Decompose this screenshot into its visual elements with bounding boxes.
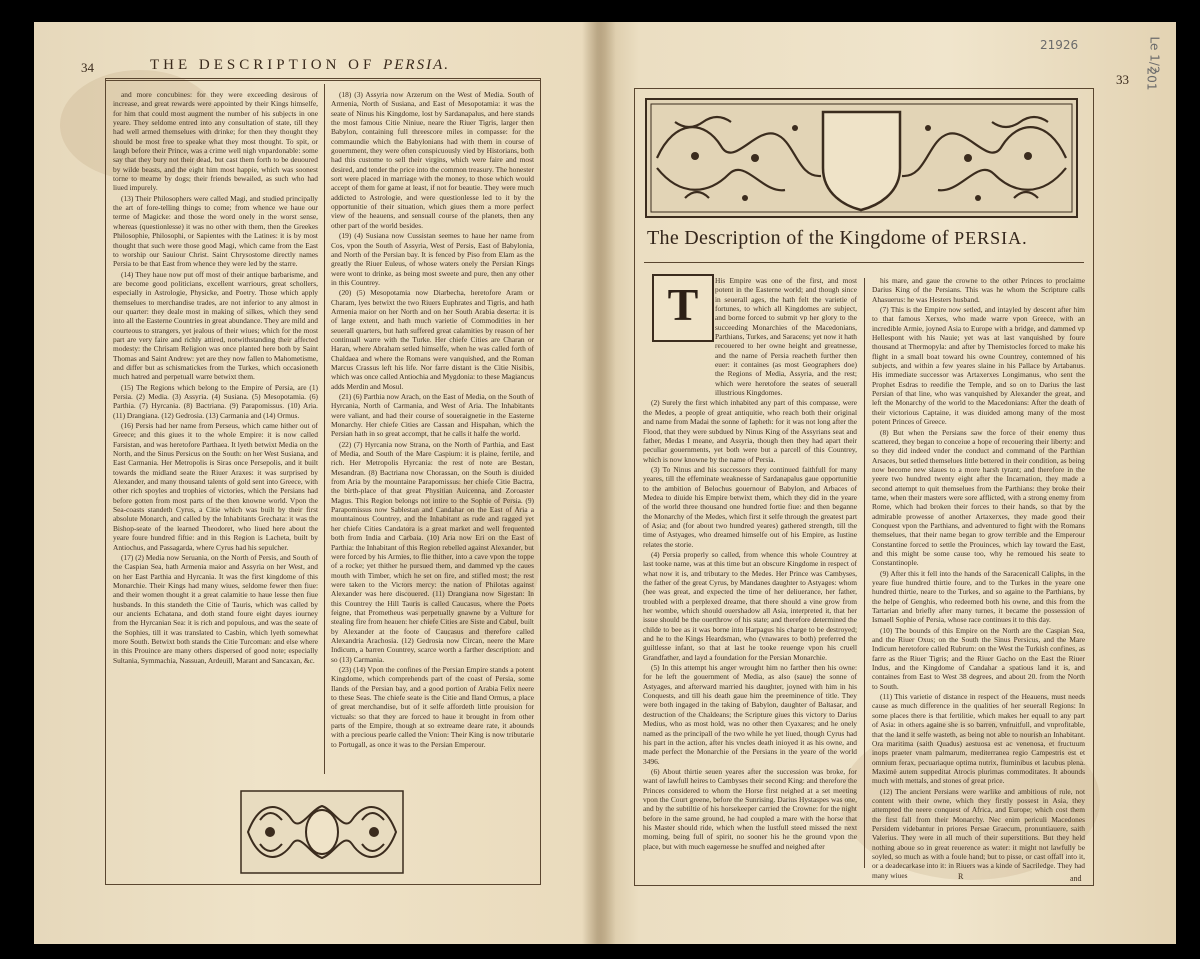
signature-mark: R	[958, 872, 964, 881]
right-border-rule	[540, 78, 541, 884]
paragraph: (22) (7) Hyrcania now Strana, on the North of Parthia, and East of Media, and South of the Mare Caspium: it is plaine, fertile, and rich. Her Metropolis Hyrcania: the rest of note are Bestan, Mesandran. (8) Bactriana now Chorassan, on the South is diuided from Aria by the mountaine Parapomissus: her chiefe Citie Bactra, the birth-place of that great Physitian Auicenna, and Zoroaster Magus. This Region belongs not intire to the Sophie of Persia. (9) Parapomissus now Sablestan and Candahar on the East of Aria a mountainous Countrey, and the Inhabitant as rude and ragged yet her chiefe Cities Candatora is a great market and well frequented both from India and Carbaia. (10) Aria now Eri on the East of Parthia: the Inhabitant of this Region rebelled against Alexander, but were forced by his Armies, to flie thither, into a cave vpon the toppe of a rocke; yet thither he pursued them, and dammed vp the caues mouth with Timber, which he set on fire, and stifled most; the rest were taken to the Victors mercy: the nation of Philotas against Alexander was here discouered. (11) Drangiana now Sigestan: In this Countrey the Hill Tauris is called Caucasus, where the Poets feigne, that Prometheus was perpetually gnawne by a Vulture for stealing fire from heauen: her chiefe Cities are Siste and Cabul, built by Alexander at the foote of Caucasus and therefore called Alexandria Arachosia. (12) Gedrosia now Circan, neere the Mare Indicum, a barren Countrey, scarce worth a farther description: and so (13) Carmania.	[331, 439, 534, 664]
left-column-2	[331, 90, 534, 775]
paragraph: (23) (14) Vpon the confines of the Persian Empire stands a potent Kingdome, which comprehends part of the coast of Persia, some Ilands of the Persian bay, and a good portion of Arabia Felix neere to these Seas. The chiefe seate is the Citie and Iland Ormus, a place of great merchandise, but of it selfe affordeth little prouision for victuals: so that they are forced to haue it brought in from other parts of the Empire, though at so extreame deare rate, it abounds with a precious pearle called the Vnion: Their King is now tributarie to Portugall, as once it was to the Persian Emperour.	[331, 664, 534, 749]
footer-rule	[105, 884, 541, 885]
paragraph: (16) Persis had her name from Perseus, which came hither out of Greece; and this giues it to the whole Empire: it is now called Farsistan, and was heretofore Parthaea. It lyeth betwixt Media on the North, and the Sinus Persicus on the South: on her West Susiana, and East Carmania. Her Metropolis is Siras once Persepolis, and it built towards the midland seate the Riuer Araxes: it was surprised by Alexander, and many thousand talents of gold sent into Greece, with other rich spoyles and trophies of victories, which the Persians had before gotten from most parts of the then knowne world. Vpon the Sea-coasts standeth Cyrus, a Citie which was built by their first absolute Monarch, and called by the Inhabitants Grechata: it was the Bishop-seate of the learned Theodoret, who liued here about the yeare foure hundred fiftie: and in this Region is Lacheta, built by Antiochus, and Passagarda, where Cyrus had his sepulcher.	[113, 421, 318, 552]
paragraph: (14) They haue now put off most of their antique barbarisme, and are become good politicians, excellent warriours, great schollers, especially in Astrologie, Physicke, and Poetry. Those which apply themselues to merchandise trades, are not inferior to any almost in our quarter: they deale most in making of silkes, which they send into all the Easterne Countries in great abundance. They are mild and courteous to strangers, yet jealous of their wiues; which for the most part are very faire and richly attired, notwithstanding their affected modesty: the Chrisam Religion was once planted here both by Saint Thomas and Saint Andrew: yet are they now fallen to Mahometisme, and differ but as schismatickes from the Turkes, which occasioneth much hatred and perpetuall warre betwixt them.	[113, 269, 318, 382]
paragraph: his mare, and gaue the crowne to the other Princes to proclaime Darius King of the Persians. This was he whom the Scripture calls Ahasuerus: he was Hesters husband.	[872, 276, 1085, 304]
pencil-mark: Le 1/2	[1147, 36, 1162, 74]
paragraph: and more concubines: for they were exceeding desirous of increase, and great rewards were appointed by their Kings himselfe, for him that could most augment the number of his subjects in one yeare. They seldome entred into any consultation of state, till they had well armed themselues with drinke; for then they thought they should be most free to speake what they most thought. To spit, or laugh before their Prince, was a crime well nigh vnpardonable: some say that they bury not their dead, but cast them forth to be deuoured by wilde beasts, and the eight him most happie, which was soonest torne to meame by dogs; their friends bewailed, as such who had liued impurely.	[113, 90, 318, 193]
footer-rule	[634, 885, 1094, 886]
page-title	[647, 227, 1028, 250]
left-border-rule	[105, 78, 106, 884]
paragraph: (9) After this it fell into the hands of the Saracenicall Caliphs, in the yeare fiue hundred thirtie foure, and to the Turkes in the yeare one hundred thirtie, neare to the Turkes, and so againe to the Parthians, by the helpe of Genghis, who redeemed both his owne, and this from the Tartarian and briefly after many turnes, it became the possession of Ismaell Sophie of Persia, whose race continues it to this day.	[872, 568, 1085, 625]
title-rule	[644, 262, 1084, 263]
right-page-number: 33	[1116, 72, 1129, 87]
running-head-italic: PERSIA.	[383, 57, 450, 73]
tailpiece-ornament	[240, 790, 404, 874]
paragraph: (3) To Ninus and his successors they continued faithfull for many yeares, till the effeminate weaknesse of Sardanapalus gaue opportunitie to the ambition of Belochus gouernour of Babylon, and Arbaces of Medea to diuide his Empire betwixt them, which they did in the yeare of the world three thousand one hundred fortie fiue: and then beganne the Monarchy of the Medes, which first it selfe through the greatest part of Asia; and (for about two hundred yeares) gathered strength, till the time of Astyages, who dreamed himselfe out of his Empire, as Iustine relates the storie.	[643, 464, 857, 549]
paragraph: (19) (4) Susiana now Cussistan seemes to haue her name from Cos, vpon the South of Assyria, West of Persis, East of Babylonia, and North of the Persian bay. It is fenced by Piso from Elam as the greatly the Riuer Euleus, of whose waters onely the Persian Kings were wont to drinke, as being most sweete and pure, then any other in this Countrey.	[331, 231, 534, 287]
paragraph: (13) Their Philosophers were called Magi, and studied principally the art of fore-telling things to come; from whence we haue our terme of Magicke: and those the word onely in the worst sense, whereas (questionlesse) it was no other with them, then the Greekes Philosophie, Philosophi, or Sapientes with the Latines: it is by most thought that such were those good Magi, which came from the East to worship our Sauiour Christ. Saint Chrysostome directly names Persia to be that East from whence they were led by the starre.	[113, 193, 318, 269]
paragraph: (6) About thirtie seuen yeares after the succession was broke, for want of lawfull heires to Cambyses their second King: and therefore the Princes considered to whom the Horse first neighed at a set meeting vpon the Court greene, before the Sunrising. Darius Hystaspes was one, and by the subtiltie of his horsekeeper carried the Crowne: for the night before in the same ground, he had coupled a mare with the horse that his Master should ride, which when the lustfull steed missed the next morning, being full of spirit, no sooner his he the ground vpon the place, but with much eagernesse he snuffed and neighed after	[643, 766, 857, 851]
header-rule	[105, 78, 541, 79]
paragraph: (8) But when the Persians saw the force of their enemy thus scattered, they began to conceiue a hope of recouering their liberty: and so they did indeed vnder the conduct and command of the Parthian Arsaces, but setled themselues little bettered in their condition, as being now become new slaues to a more harsh tyrant; and therefore in the yeere two hundred twenty eight after the Incarnation, they made a second attempt to quit themselues from the Parthians: they broke their tame, when their masters were sore afflicted, with a strong enemy from Rome, which had broken their forces to their hands, so that by the admirable prowesse of another Artaxerxes, they made good their Conquest vpon the Parthians, and adventured to fight with the Romans themselues, that their name began to grow terrible and the Emperour Constantine forced to settle the Prouinces, which lay toward the East, and this might be some cause too, why he remoued his seate to Constantinople.	[872, 427, 1085, 568]
left-border-rule	[634, 88, 635, 886]
column-divider	[864, 278, 865, 868]
catchword: and	[1070, 874, 1082, 883]
headpiece-ornament	[645, 98, 1078, 218]
title-country: PERSIA.	[954, 228, 1028, 248]
center-fold	[582, 22, 616, 944]
paragraph: (12) The ancient Persians were warlike and ambitious of rule, not content with their owne, which they firstly possest in Asia, they attempted the neere conquest of Africa, and Europe; which cost them the first fall from their Monarchy. Nec enim periculi Macedones Persidem videbantur in priores Persae Graecum, pronuntiauere, saith Valerius. They were in all much of their superstitions. But they held nothing aboue so in great reuerence as water: it might not lawfully be soyled, so much as with a foule hand; but to pisse, or cast offall into it, or a deadecarkase into it: in Riuers was a kinde of Sacriledge. They had many wiues	[872, 786, 1085, 880]
right-column-1	[643, 276, 857, 871]
left-column-1	[113, 90, 318, 775]
header-rule	[105, 80, 541, 81]
paragraph: (17) (2) Media now Seruania, on the North of Persis, and South of the Caspian Sea, hath Armenia maior and Assyria on her West, and on her East Parthia and Hyrcania. It was the first kingdome of this Monarchie. Their Kings had many wiues, seldome fewer then fiue: and their women thought it a great calamitie to haue lesse then fiue husbands. In this standeth the Citie of Tauris, which was called by our ancients Echatana, and doth stand foure eight dayes iourney from the Hyrcanian Sea: it is rich and populous, and was the seate of the Sophies, till it was translated to Casbin, which lyeth somewhat more South. Betwixt both stands the Citie Turcoman: and else where in this Prouince are many others dispersed of good note; especially Sultania, Symmachia, Nassuan, Ardeuill, Marant and Sancaxan, &c.	[113, 552, 318, 665]
paragraph: (15) The Regions which belong to the Empire of Persia, are (1) Persia. (2) Media. (3) Assyria. (4) Susiana. (5) Mesopotamia. (6) Parthia. (7) Hyrcania. (8) Bactriana. (9) Parapomissus. (10) Aria. (11) Drangiana. (12) Gedrosia. (13) Carmania and (14) Ormus.	[113, 382, 318, 420]
paragraph: (18) (3) Assyria now Arzerum on the West of Media. South of Armenia, North of Susiana, and East of Mesopotamia: it was the seate of Ninus his Kingdome, lost by Sardanapalus, and here stands the most famous Citie Niniue, neare the Riuer Tigris, larger then Babylon, containing full threescore miles in compasse: for the commaundie which the Babylonians had with them in course of gouernment, they were often conspicuously vied by Historians, both had this custome to sell their virgins, which were faire and most desired, and tender the price into the common treasury. The honester sort were placed in marriage with the money, to those which would accept of them for game at least, if not for beautie. They were much addicted to Astrologie, and were questionlesse led to it by the opportunitie of their situation, which giues them a more perfect view of the heauens, and sensuall course of the planets, then any other part of the world besides.	[331, 90, 534, 230]
pencil-catalog-number: 21926	[1040, 38, 1079, 52]
paragraph: (5) In this attempt his anger wrought him no farther then his owne: for he left the gouernment of Media, as also (saue) the sonne of Astyages, and afterward married his daughter, joyned with him in his Conquests, and till his death gaue him the preeminence of title. They were both ingaged in the taking of Babylon, daughter of Baltasar, and destruction of the Chaldeans; the Scripture giues this victory to Darius Medius, who as most hold, was no other then Cyaxares; and he onely named as the principall of the two while he yet liued, though Cyrus had his part in the action, after his vncles death inioyed it as his owne, and made perfect the Monarchie of the Persians in the yeare of the world 3496.	[643, 663, 857, 766]
left-running-head	[150, 57, 450, 74]
paragraph: (20) (5) Mesopotamia now Diarbecha, heretofore Aram or Charam, lyes betwixt the two Riuers Euphrates and Tigris, and hath Armenia maior on her North and on her South Arabia deserta: it is of large extent, and hath much varietie of Commodities in her seuerall quarters, but hath suffered great calamities by reason of her continuall warre with the Turke. Her chiefe Cities are Charan or Haran, where Abraham setled himselfe, when he was called forth of Chaldaea and where the Romans were vanquished, and the Roman Marcus Crassus left his life. Nor farre distant is the Citie Nisibis, which was once called Antiochia and Mygdonia: to these Magiancus adds Merdin and Mosul.	[331, 288, 534, 391]
paragraph: (2) Surely the first which inhabited any part of this compasse, were the Medes, a people of great antiquitie, who reach both their original and name from Madai the sonne of Iapheth: for it was not long after the Flood, that they were subdued by Ninus King of the Assyrians seat and father, Medas I meane, and Assyria, though then they had apart their peculiar gouernments, yet both were but a parcell of this Countrey, which is now knowne by the name of Persia.	[643, 398, 857, 464]
paragraph: (4) Persia properly so called, from whence this whole Countrey at last tooke name, was at this time but an obscure Kingdome in respect of what now it is, and tributary to the Medes. Her Prince was Cambyses, the father of the great Cyrus, by Mandanes daughter to Astyages: whom (hee was great, and expected the time of her deliuerance, her father, troubled with a perplexed dreame, that there should a vine grow from her wombe, which should ouershadow all Asia, interpreted it, that her issue should be the ouerthrow of his state; and therefore determined the childe to bee as it was borne into Harpagus his charge to be destroyed; and he to the Kings Heardsman, who (vnawares to both) preferred the guiltlesse infant, so that at last he tooke reuenge vpon his cruell Grandfather, and layd a foundation for the Persian Monarchie.	[643, 549, 857, 662]
drop-cap-letter: T	[667, 279, 699, 330]
left-page-number: 34	[81, 60, 94, 75]
paragraph: (11) This varietie of distance in respect of the Heauens, must needs cause as much difference in the qualities of her seuerall Regions: In some places there is that fertilitie, which makes her equall to any part of Asia: in others againe she is so barren, vnfruitfull, and vnprofitable, that the land it selfe wasteth, as being not able to nourish an Inhabitant. Ora maritima (saith Quadus) aestuosa est ac venenosa, et fructuum inops praeter vnam palmarum, mediterranea regio Campestris est et omnium ferax, pecuariaque optima nutrix, fluminibus et lacubus plena. Maximè autem suppeditat Atrocis plurimas commoditates. It abounds much with mettals, and stones of great price.	[872, 692, 1085, 786]
paragraph: (7) This is the Empire now setled, and intayled by descent after him to that famous Xerxes, who made warre vpon Greece, with an incredible Armie, joyned Asia to Europe with a bridge, and dammed vp Hellespont with his Nauie; yet was at last vanquished by foure thousand at Thermopyla: and after by Themistocles forced to make his flight in a small boat toward his owne Countrey, contemned of his subjects, and within a few yeares slaine in his Pallace by Artabanus. His immediate successor was Artaxerxes Longimanus, who sent the Prophet Esdras to reedifie the Temple, and so on to Darius the last Persian of that line, who was vanquished by Alexander the great, and left the Monarchy of the world to the Macedonians: After the death of their victorious Captaine, it was diuided among many of the most potent Princes of Greece.	[872, 305, 1085, 427]
paragraph: (10) The bounds of this Empire on the North are the Caspian Sea, and the Riuer Oxus; on the South the Sinus Persicus, and the Mare Indicum heretofore called Rubrum: on the West the Turkish confines, as farre as the Riuer Tigris; and the Riuer Gacho on the East the Riuer Indus, and the Kingdome of Candahar a spatious land it is, and containes from East to West 38 degrees, and about 20. from the North to South.	[872, 625, 1085, 691]
right-column-2	[872, 276, 1085, 880]
paragraph: His Empire was one of the first, and most potent in the Easterne world; and though since in seuerall ages, the hath felt the varietie of fortunes, to which all Kingdomes are subject, and borne forced to submit vp her glory to the succeeding Monarchies of the Macedonians, Parthians, Turkes, and Saracens; yet now it hath recouered to her owne height and greatnesse, and the name of Persia reacheth further then euer: it containes (as most Geographers doe) the Regions of Media, Assyria, and the rest; which were heretofore the seates of seuerall illustrious Kingdomes.	[715, 276, 857, 398]
column-divider	[324, 84, 325, 774]
right-border-rule	[1093, 88, 1094, 886]
header-rule	[634, 88, 1094, 89]
pencil-mark: 201	[1144, 67, 1159, 91]
running-head-text: THE DESCRIPTION OF	[150, 57, 376, 73]
title-text: The Description of the Kingdome of	[647, 227, 949, 249]
paragraph: (21) (6) Parthia now Arach, on the East of Media, on the South of Hyrcania, North of Carmania, and West of Aria. The Inhabitants were valiant, and had their course of soueraignetie in the Easterne Monarchy. Her chiefe Cities are Cassan and Hispahan, which the Persian hath in so great accompt, that he calls it halfe the world.	[331, 392, 534, 439]
